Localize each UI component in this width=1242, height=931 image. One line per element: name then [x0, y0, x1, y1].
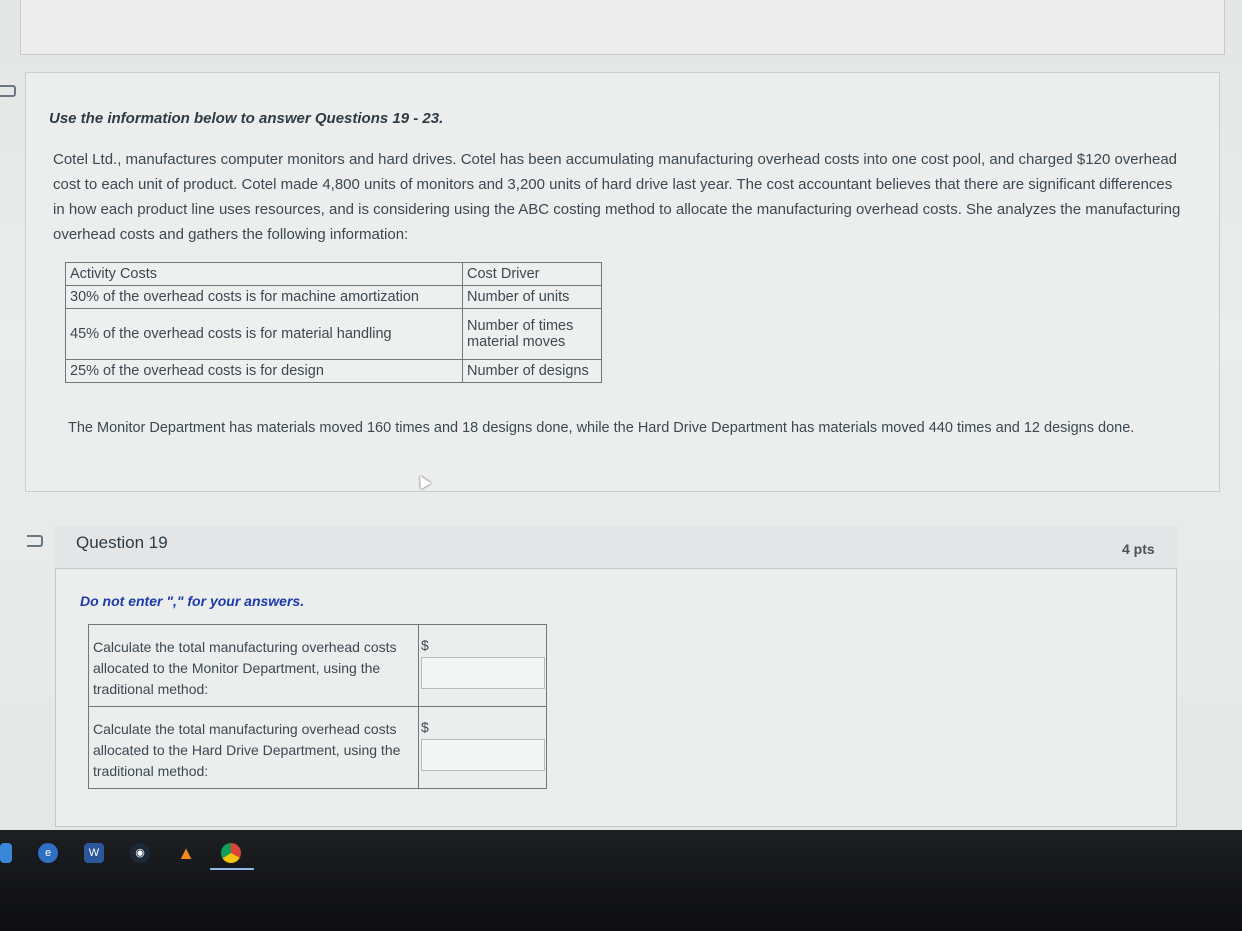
question-points: 4 pts	[1122, 541, 1155, 557]
question-note: Do not enter "," for your answers.	[80, 593, 305, 609]
header-cost-driver: Cost Driver	[463, 263, 602, 286]
activity-cell: 25% of the overhead costs is for design	[66, 360, 463, 383]
question-title: Question 19	[76, 533, 168, 552]
answer-label: Calculate the total manufacturing overhead costs allocated to the Hard Drive Department, using the traditional method:	[89, 707, 419, 789]
activity-cell: 30% of the overhead costs is for machine amortization	[66, 286, 463, 309]
chrome-icon[interactable]	[221, 843, 241, 863]
answer-cell	[419, 625, 547, 707]
previous-question-card	[20, 0, 1225, 55]
monitor-traditional-input[interactable]	[421, 657, 545, 689]
answer-label: Calculate the total manufacturing overhead costs allocated to the Monitor Department, using the traditional method:	[89, 625, 419, 707]
answer-row	[89, 625, 547, 707]
driver-cell: Number of units	[463, 286, 602, 309]
info-footnote: The Monitor Department has materials moved 160 times and 18 designs done, while the Hard Drive Department has materials moved 440 times and 12 designs done.	[68, 420, 1135, 436]
driver-cell: Number of designs	[463, 360, 602, 383]
active-app-indicator	[210, 868, 254, 870]
table-row	[66, 286, 602, 309]
edge-icon[interactable]: e	[38, 843, 58, 863]
start-icon[interactable]	[0, 843, 12, 863]
currency-symbol: $	[421, 719, 429, 735]
info-title: Use the information below to answer Questions 19 - 23.	[49, 110, 444, 127]
steam-icon[interactable]: ◉	[130, 843, 150, 863]
hard-drive-traditional-input[interactable]	[421, 739, 545, 771]
currency-symbol: $	[421, 637, 429, 653]
table-row	[66, 309, 602, 360]
table-header-row	[66, 263, 602, 286]
flag-icon[interactable]	[0, 85, 16, 97]
table-row	[66, 360, 602, 383]
activity-cost-table	[65, 262, 602, 383]
vlc-icon[interactable]: ▲	[177, 843, 195, 863]
info-description: Cotel Ltd., manufactures computer monitors and hard drives. Cotel has been accumulating manufacturing overhead costs into one cost pool, and charged $120 overhead cost to each unit of product. Cotel made 4,800 units of monitors and 3,200 units of hard drive last year. The cost accountant believes that there are significant differences in how each product line uses resources, and is considering using the ABC costing method to allocate the manufacturing overhead costs. She analyzes the manufacturing overhead costs and gathers the following information:	[53, 151, 1181, 243]
activity-cell: 45% of the overhead costs is for material handling	[66, 309, 463, 360]
header-activity-costs: Activity Costs	[66, 263, 463, 286]
answer-table	[88, 624, 547, 789]
flag-icon[interactable]	[27, 535, 43, 547]
word-icon[interactable]: W	[84, 843, 104, 863]
answer-row	[89, 707, 547, 789]
question-header	[55, 527, 1177, 569]
driver-cell: Number of times material moves	[463, 309, 602, 360]
answer-cell	[419, 707, 547, 789]
